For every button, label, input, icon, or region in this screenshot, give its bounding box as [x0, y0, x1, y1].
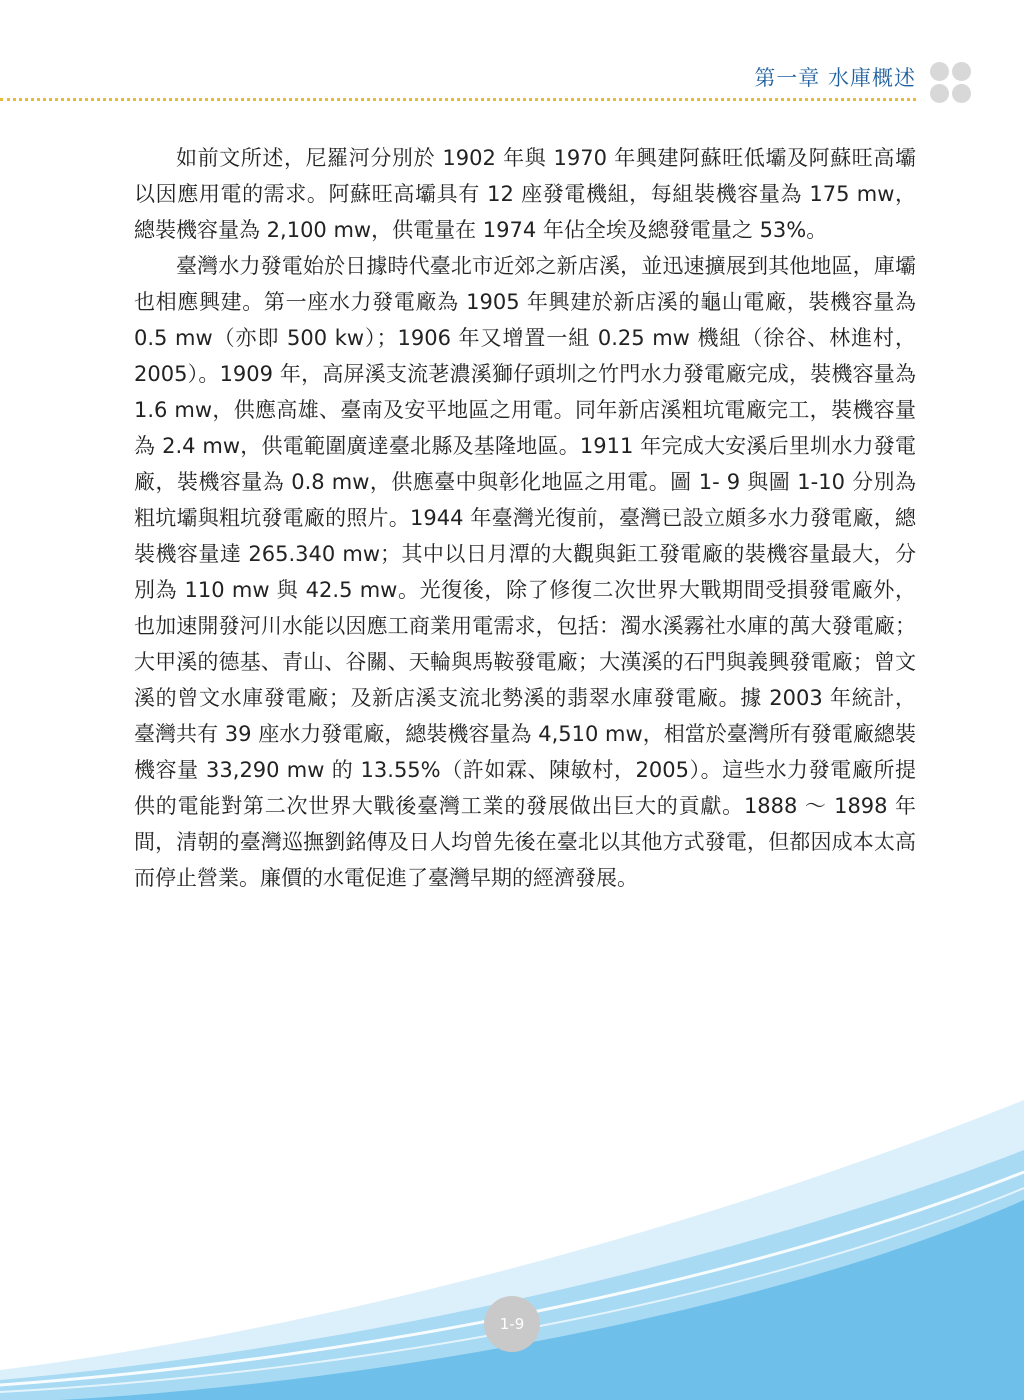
- dot-icon: [930, 62, 949, 81]
- page-number-badge: 1-9: [484, 1296, 540, 1352]
- dot-icon: [952, 62, 971, 81]
- dot-icon: [952, 84, 971, 103]
- decorative-dots-icon: [930, 62, 974, 106]
- paragraph: 臺灣水力發電始於日據時代臺北市近郊之新店溪，並迅速擴展到其他地區，庫壩也相應興建。第一座水力發電廠為 1905 年興建於新店溪的龜山電廠，裝機容量為 0.5 mw（亦即 500 kw）；1906 年又增置一組 0.25 mw 機組（徐谷、林進村，2005）。1909 年，高屏溪支流荖濃溪獅仔頭圳之竹門水力發電廠完成，裝機容量為 1.6 mw，供應高雄、臺南及安平地區之用電。同年新店溪粗坑電廠完工，裝機容量為 2.4 mw，供電範圍廣達臺北縣及基隆地區。1911 年完成大安溪后里圳水力發電廠，裝機容量為 0.8 mw，供應臺中與彰化地區之用電。圖 1- 9 與圖 1-10 分別為粗坑壩與粗坑發電廠的照片。1944 年臺灣光復前，臺灣已設立頗多水力發電廠，總裝機容量達 265.340 mw；其中以日月潭的大觀與鉅工發電廠的裝機容量最大，分別為 110 mw 與 42.5 mw。光復後，除了修復二次世界大戰期間受損發電廠外，也加速開發河川水能以因應工商業用電需求，包括：濁水溪霧社水庫的萬大發電廠；大甲溪的德基、青山、谷關、天輪與馬鞍發電廠；大漢溪的石門與義興發電廠；曾文溪的曾文水庫發電廠；及新店溪支流北勢溪的翡翠水庫發電廠。據 2003 年統計， 臺灣共有 39 座水力發電廠，總裝機容量為 4,510 mw，相當於臺灣所有發電廠總裝機容量 33,290 mw 的 13.55%（許如霖、陳敏村，2005）。這些水力發電廠所提供的電能對第二次世界大戰後臺灣工業的發展做出巨大的貢獻。1888 ～ 1898 年間，清朝的臺灣巡撫劉銘傳及日人均曾先後在臺北以其他方式發電，但都因成本太高而停止營業。廉價的水電促進了臺灣早期的經濟發展。: [134, 254, 916, 890]
- dot-icon: [930, 84, 949, 103]
- decorative-wave-swoosh: [0, 1080, 1024, 1400]
- body-text: [134, 140, 916, 896]
- page-header: [0, 0, 1024, 110]
- header-dotted-rule: [0, 98, 916, 101]
- paragraph: 如前文所述，尼羅河分別於 1902 年與 1970 年興建阿蘇旺低壩及阿蘇旺高壩以因應用電的需求。阿蘇旺高壩具有 12 座發電機組，每組裝機容量為 175 mw，總裝機容量為 2,100 mw，供電量在 1974 年佔全埃及總發電量之 53%。: [134, 146, 916, 242]
- chapter-title: 第一章 水庫概述: [754, 66, 916, 90]
